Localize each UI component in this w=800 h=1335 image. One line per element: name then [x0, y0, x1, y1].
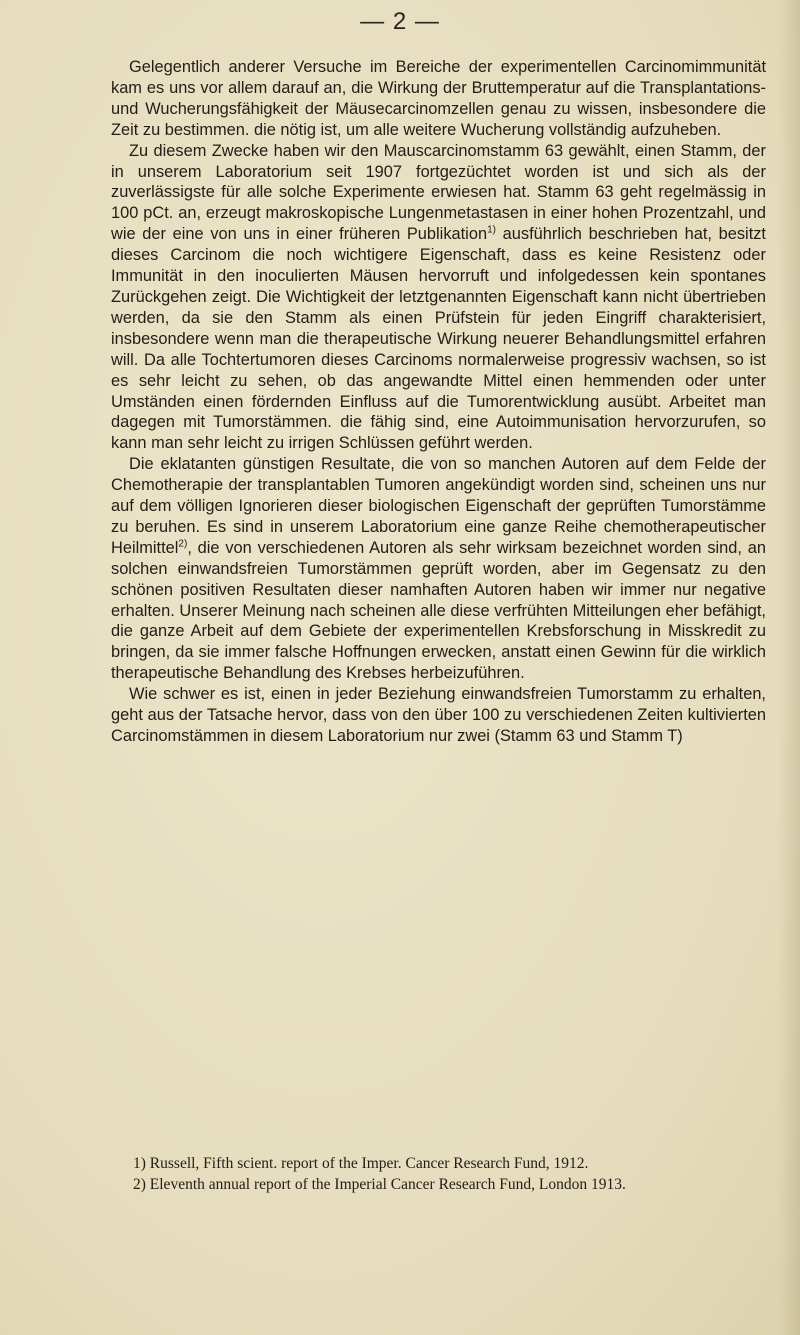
paragraph-4-text: Wie schwer es ist, einen in jeder Beziehung einwandsfreien Tumorstamm zu erhalten, geht aus der Tatsache hervor, dass von den über 100 zu verschiedenen Zeiten kultivierten Carcinomstämmen in diesem Laboratorium nur zwei (Stamm 63 und Stamm T) [111, 685, 766, 745]
page-edge-shadow [778, 0, 800, 1335]
paragraph-1 [111, 57, 766, 141]
paragraph-2-text-b: ausführlich beschrieben hat, besitzt dieses Carcinom die noch wichtigere Eigenschaft, dass es keine Resistenz oder Immunität in den inoculierten Mäusen hervorruft und infolgedessen kein spontanes Zurückgehen zeigt. Die Wichtigkeit der letztgenannten Eigenschaft kann nicht übertrieben werden, da sie den Stamm als einen Prüfstein für jeden Eingriff charakterisiert, insbesondere wenn man die therapeutische Wirkung neuerer Behandlungsmittel erfahren will. Da alle Tochtertumoren dieses Carcinoms normalerweise progressiv wachsen, so ist es sehr leicht zu sehen, ob das angewandte Mittel einen hemmenden oder unter Umständen einen fördernden Einfluss auf die Tumorentwicklung ausübt. Arbeitet man dagegen mit Tumorstämmen. die fähig sind, eine Autoimmunisation hervorzurufen, so kann man sehr leicht zu irrigen Schlüssen geführt werden. [111, 225, 766, 453]
footnote-ref-1[interactable]: 1) [487, 224, 496, 236]
footnote-ref-2[interactable]: 2) [178, 538, 188, 550]
paragraph-3-text-a: Die eklatanten günstigen Resultate, die von so manchen Autoren auf dem Felde der Chemotherapie der transplantablen Tumoren angekündigt worden sind, scheinen uns nur auf dem völligen Ignorieren dieser biologischen Eigenschaft der geprüften Tumorstämme zu beruhen. Es sind in unserem Laboratorium eine ganze Reihe chemotherapeutischer Heilmittel [111, 455, 766, 557]
paragraph-1-text: Gelegentlich anderer Versuche im Bereiche der experimentellen Carcinomimmunität kam es uns vor allem darauf an, die Wirkung der Bruttemperatur auf die Transplantations- und Wucherungsfähigkeit der Mäusecarcinomzellen genau zu wissen, insbesondere die Zeit zu bestimmen. die nötig ist, um alle weitere Wucherung vollständig aufzuheben. [111, 58, 766, 139]
page-number: — 2 — [360, 8, 440, 35]
paragraph-2 [111, 141, 766, 455]
footnotes [111, 1154, 766, 1195]
paragraph-3-text-b: , die von verschiedenen Autoren als sehr wirksam bezeichnet worden sind, an solchen einwandsfreien Tumorstämmen geprüft worden, aber im Gegensatz zu den schönen positiven Resultaten dieser namhaften Autoren haben wir immer nur negative erhalten. Unserer Meinung nach scheinen alle diese verfrühten Mitteilungen eher befähigt, die ganze Arbeit auf dem Gebiete der experimentellen Krebsforschung in Misskredit zu bringen, da sie immer falsche Hoffnungen erwecken, anstatt einen Gewinn für die wirklich therapeutische Behandlung des Krebses herbeizuführen. [111, 538, 766, 683]
paragraph-4 [111, 684, 766, 747]
footnote-2: 2) Eleventh annual report of the Imperial Cancer Research Fund, London 1913. [133, 1175, 626, 1193]
paragraph-3 [111, 454, 766, 684]
main-text [111, 57, 766, 747]
footnote-1: 1) Russell, Fifth scient. report of the Imper. Cancer Research Fund, 1912. [133, 1155, 589, 1172]
paragraph-2-text-a: Zu diesem Zwecke haben wir den Mauscarcinomstamm 63 gewählt, einen Stamm, der in unserem Laboratorium seit 1907 fortgezüchtet worden ist und sich als der zuverlässigste für alle solche Experimente erwiesen hat. Stamm 63 geht regelmässig in 100 pCt. an, erzeugt makroskopische Lungenmetastasen in einer hohen Prozentzahl, und wie der eine von uns in einer früheren Publikation [111, 141, 766, 244]
